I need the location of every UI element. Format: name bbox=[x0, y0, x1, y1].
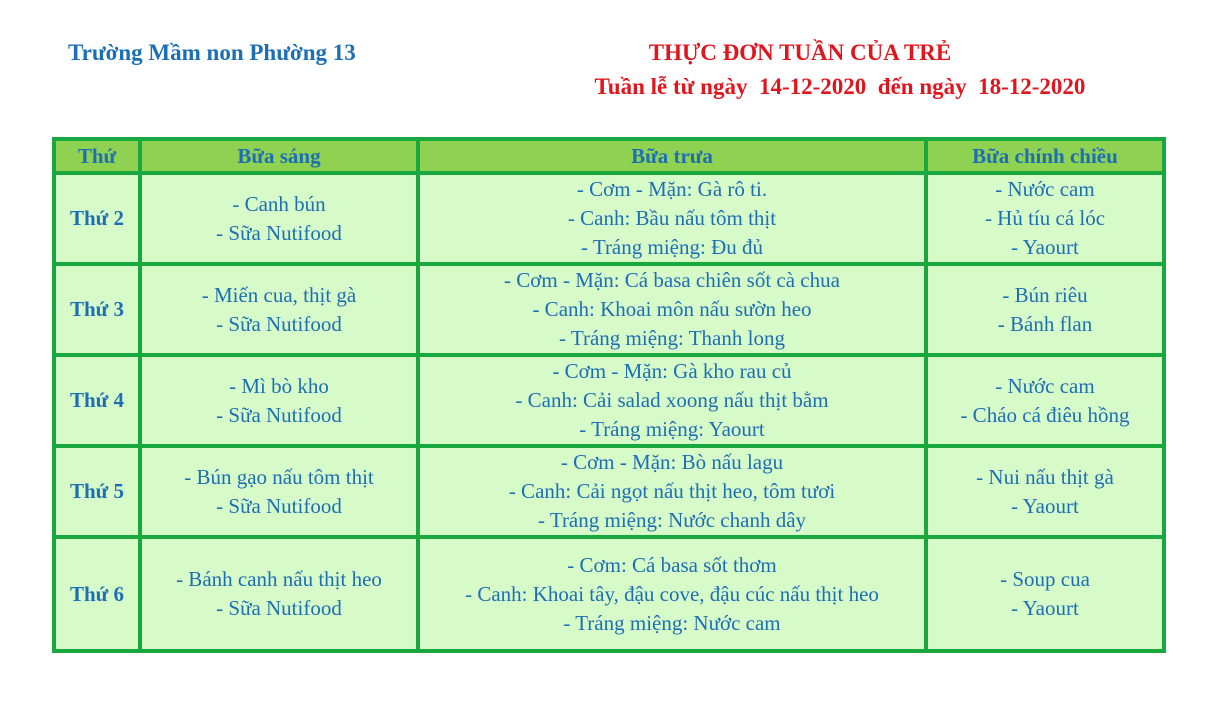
menu-line: - Canh: Cải salad xoong nấu thịt bằm bbox=[515, 388, 829, 412]
table-row bbox=[54, 355, 1164, 446]
day-cell: Thứ 6 bbox=[54, 537, 140, 651]
menu-line: - Sữa Nutifood bbox=[216, 402, 342, 427]
header-afternoon: Bữa chính chiều bbox=[926, 139, 1164, 173]
menu-line: - Bún riêu bbox=[1002, 282, 1088, 307]
weekly-menu-table bbox=[52, 137, 1166, 653]
table-row bbox=[54, 173, 1164, 264]
afternoon-cell bbox=[926, 446, 1164, 537]
day-cell: Thứ 3 bbox=[54, 264, 140, 355]
menu-line: - Sữa Nutifood bbox=[216, 220, 342, 245]
table-row bbox=[54, 446, 1164, 537]
breakfast-cell bbox=[140, 446, 418, 537]
lunch-cell bbox=[418, 173, 926, 264]
breakfast-cell bbox=[140, 537, 418, 651]
menu-line: - Cơm - Mặn: Cá basa chiên sốt cà chua bbox=[504, 268, 840, 292]
menu-line: - Nước cam bbox=[995, 177, 1095, 201]
header-day: Thứ bbox=[54, 139, 140, 173]
menu-line: - Canh: Khoai môn nấu sườn heo bbox=[532, 297, 812, 321]
day-cell: Thứ 4 bbox=[54, 355, 140, 446]
menu-line: - Bánh canh nấu thịt heo bbox=[176, 567, 382, 591]
lunch-cell bbox=[418, 446, 926, 537]
afternoon-cell bbox=[926, 537, 1164, 651]
menu-line: - Canh bún bbox=[232, 191, 326, 216]
menu-line: - Tráng miệng: Đu đủ bbox=[580, 235, 763, 259]
day-cell: Thứ 5 bbox=[54, 446, 140, 537]
menu-line: - Cơm - Mặn: Gà rô ti. bbox=[576, 177, 768, 201]
lunch-cell bbox=[418, 264, 926, 355]
menu-date-range: Tuần lễ từ ngày 14-12-2020 đến ngày 18-12-2020 bbox=[594, 74, 1086, 99]
menu-line: - Sữa Nutifood bbox=[216, 311, 342, 336]
menu-line: - Tráng miệng: Thanh long bbox=[559, 326, 785, 350]
menu-line: - Mì bò kho bbox=[229, 373, 329, 398]
menu-line: - Cơm: Cá basa sốt thơm bbox=[567, 552, 777, 577]
menu-line: - Bún gạo nấu tôm thịt bbox=[184, 464, 374, 489]
menu-line: - Canh: Bầu nấu tôm thịt bbox=[567, 206, 777, 230]
afternoon-cell bbox=[926, 264, 1164, 355]
table-header-row bbox=[54, 139, 1164, 173]
menu-line: - Sữa Nutifood bbox=[216, 493, 342, 518]
menu-line: - Tráng miệng: Nước chanh dây bbox=[537, 508, 807, 532]
menu-line: - Miến cua, thịt gà bbox=[201, 282, 357, 307]
menu-title: THỰC ĐƠN TUẦN CỦA TRẺ bbox=[648, 40, 952, 65]
header-lunch: Bữa trưa bbox=[418, 139, 926, 173]
breakfast-cell bbox=[140, 355, 418, 446]
lunch-cell bbox=[418, 355, 926, 446]
afternoon-cell bbox=[926, 355, 1164, 446]
table-row bbox=[54, 537, 1164, 651]
breakfast-cell bbox=[140, 264, 418, 355]
lunch-cell bbox=[418, 537, 926, 651]
menu-line: - Tráng miệng: Yaourt bbox=[579, 417, 765, 441]
menu-line: - Yaourt bbox=[1011, 596, 1079, 620]
menu-line: - Canh: Khoai tây, đậu cove, đậu cúc nấu thịt heo bbox=[465, 581, 879, 606]
menu-line: - Yaourt bbox=[1011, 493, 1079, 518]
menu-line: - Nui nấu thịt gà bbox=[976, 464, 1114, 489]
menu-line: - Sữa Nutifood bbox=[216, 596, 342, 620]
menu-line: - Cơm - Mặn: Gà kho rau củ bbox=[552, 359, 792, 383]
menu-line: - Cơm - Mặn: Bò nấu lagu bbox=[560, 450, 784, 474]
menu-line: - Yaourt bbox=[1011, 235, 1079, 259]
school-name: Trường Mầm non Phường 13 bbox=[68, 40, 356, 65]
menu-line: - Soup cua bbox=[1000, 567, 1090, 591]
menu-line: - Bánh flan bbox=[997, 311, 1093, 336]
menu-line: - Hủ tíu cá lóc bbox=[984, 206, 1106, 230]
menu-line: - Tráng miệng: Nước cam bbox=[563, 610, 781, 635]
menu-line: - Canh: Cải ngọt nấu thịt heo, tôm tươi bbox=[508, 479, 836, 503]
menu-line: - Cháo cá điêu hồng bbox=[960, 402, 1130, 427]
day-cell: Thứ 2 bbox=[54, 173, 140, 264]
header-breakfast: Bữa sáng bbox=[140, 139, 418, 173]
breakfast-cell bbox=[140, 173, 418, 264]
table-row bbox=[54, 264, 1164, 355]
afternoon-cell bbox=[926, 173, 1164, 264]
menu-line: - Nước cam bbox=[995, 373, 1095, 398]
